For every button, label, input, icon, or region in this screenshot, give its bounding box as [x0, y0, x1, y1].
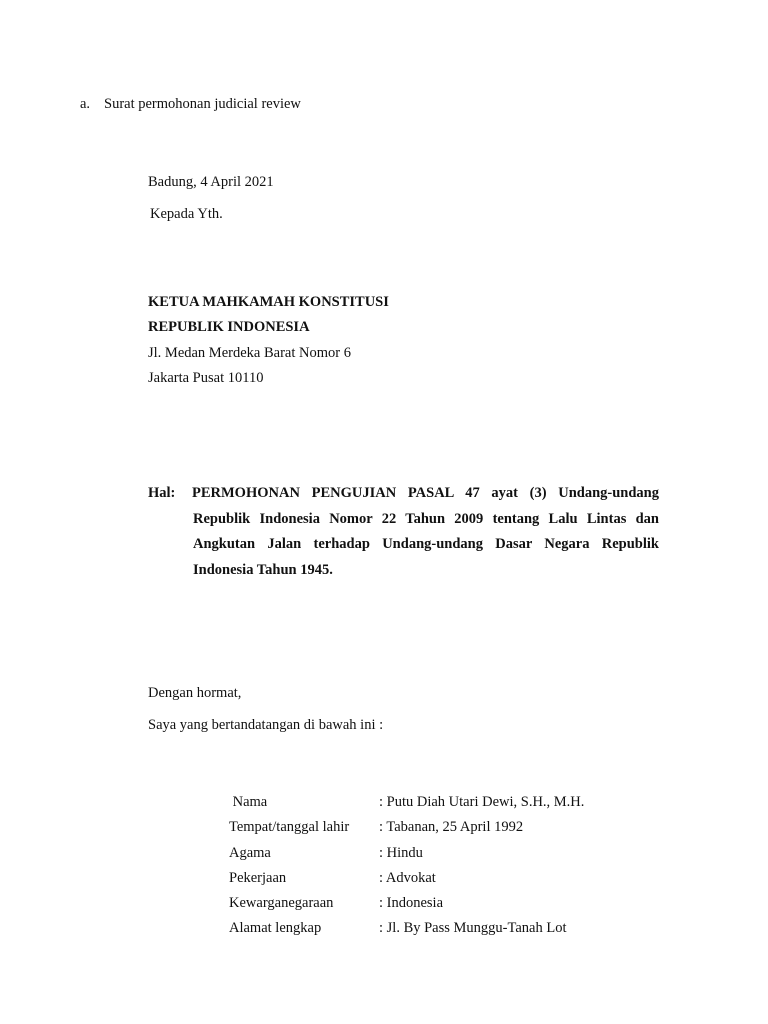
identity-value: : Advokat: [379, 869, 436, 886]
identity-value: : Indonesia: [379, 895, 444, 912]
place-date: Badung, 4 April 2021: [148, 174, 274, 190]
greeting: Dengan hormat,: [148, 685, 242, 701]
list-marker: a.: [80, 96, 91, 112]
identity-row: [229, 845, 584, 870]
intro-sentence: Saya yang bertandatangan di bawah ini :: [148, 717, 384, 733]
identity-value: : Tabanan, 25 April 1992: [379, 819, 524, 836]
identity-row: [229, 870, 584, 895]
identity-row: [229, 794, 584, 819]
identity-row: [229, 895, 584, 920]
subject-first-line: PERMOHONAN PENGUJIAN PASAL 47 ayat (3) Undang-undang: [192, 485, 659, 501]
recipient-line-2: REPUBLIK INDONESIA: [148, 319, 310, 335]
list-heading-text: Surat permohonan judicial review: [104, 96, 301, 112]
identity-key: Kewarganegaraan: [229, 895, 334, 912]
identity-value: : Putu Diah Utari Dewi, S.H., M.H.: [379, 794, 585, 810]
identity-key: Tempat/tanggal lahir: [229, 819, 350, 836]
identity-table: [229, 794, 584, 946]
subject-label: Hal:: [148, 485, 176, 501]
identity-key: Alamat lengkap: [229, 920, 322, 937]
identity-row: [229, 920, 584, 945]
salutation-to: Kepada Yth.: [150, 206, 223, 222]
identity-row: [229, 819, 584, 844]
recipient-address-2: Jakarta Pusat 10110: [148, 370, 264, 386]
recipient-address-1: Jl. Medan Merdeka Barat Nomor 6: [148, 345, 351, 361]
subject-rest: Republik Indonesia Nomor 22 Tahun 2009 tentang Lalu Lintas dan Angkutan Jalan terhadap Undang-undang Dasar Negara Republik Indonesia Tahun 1945.: [193, 510, 659, 578]
identity-key: Agama: [229, 844, 271, 861]
identity-key: Pekerjaan: [229, 869, 287, 886]
identity-value: : Jl. By Pass Munggu-Tanah Lot: [379, 920, 567, 937]
list-heading: [80, 96, 301, 113]
recipient-line-1: KETUA MAHKAMAH KONSTITUSI: [148, 294, 389, 310]
identity-value: : Hindu: [379, 844, 423, 861]
identity-key: Nama: [229, 794, 268, 810]
subject-block: [148, 481, 659, 583]
